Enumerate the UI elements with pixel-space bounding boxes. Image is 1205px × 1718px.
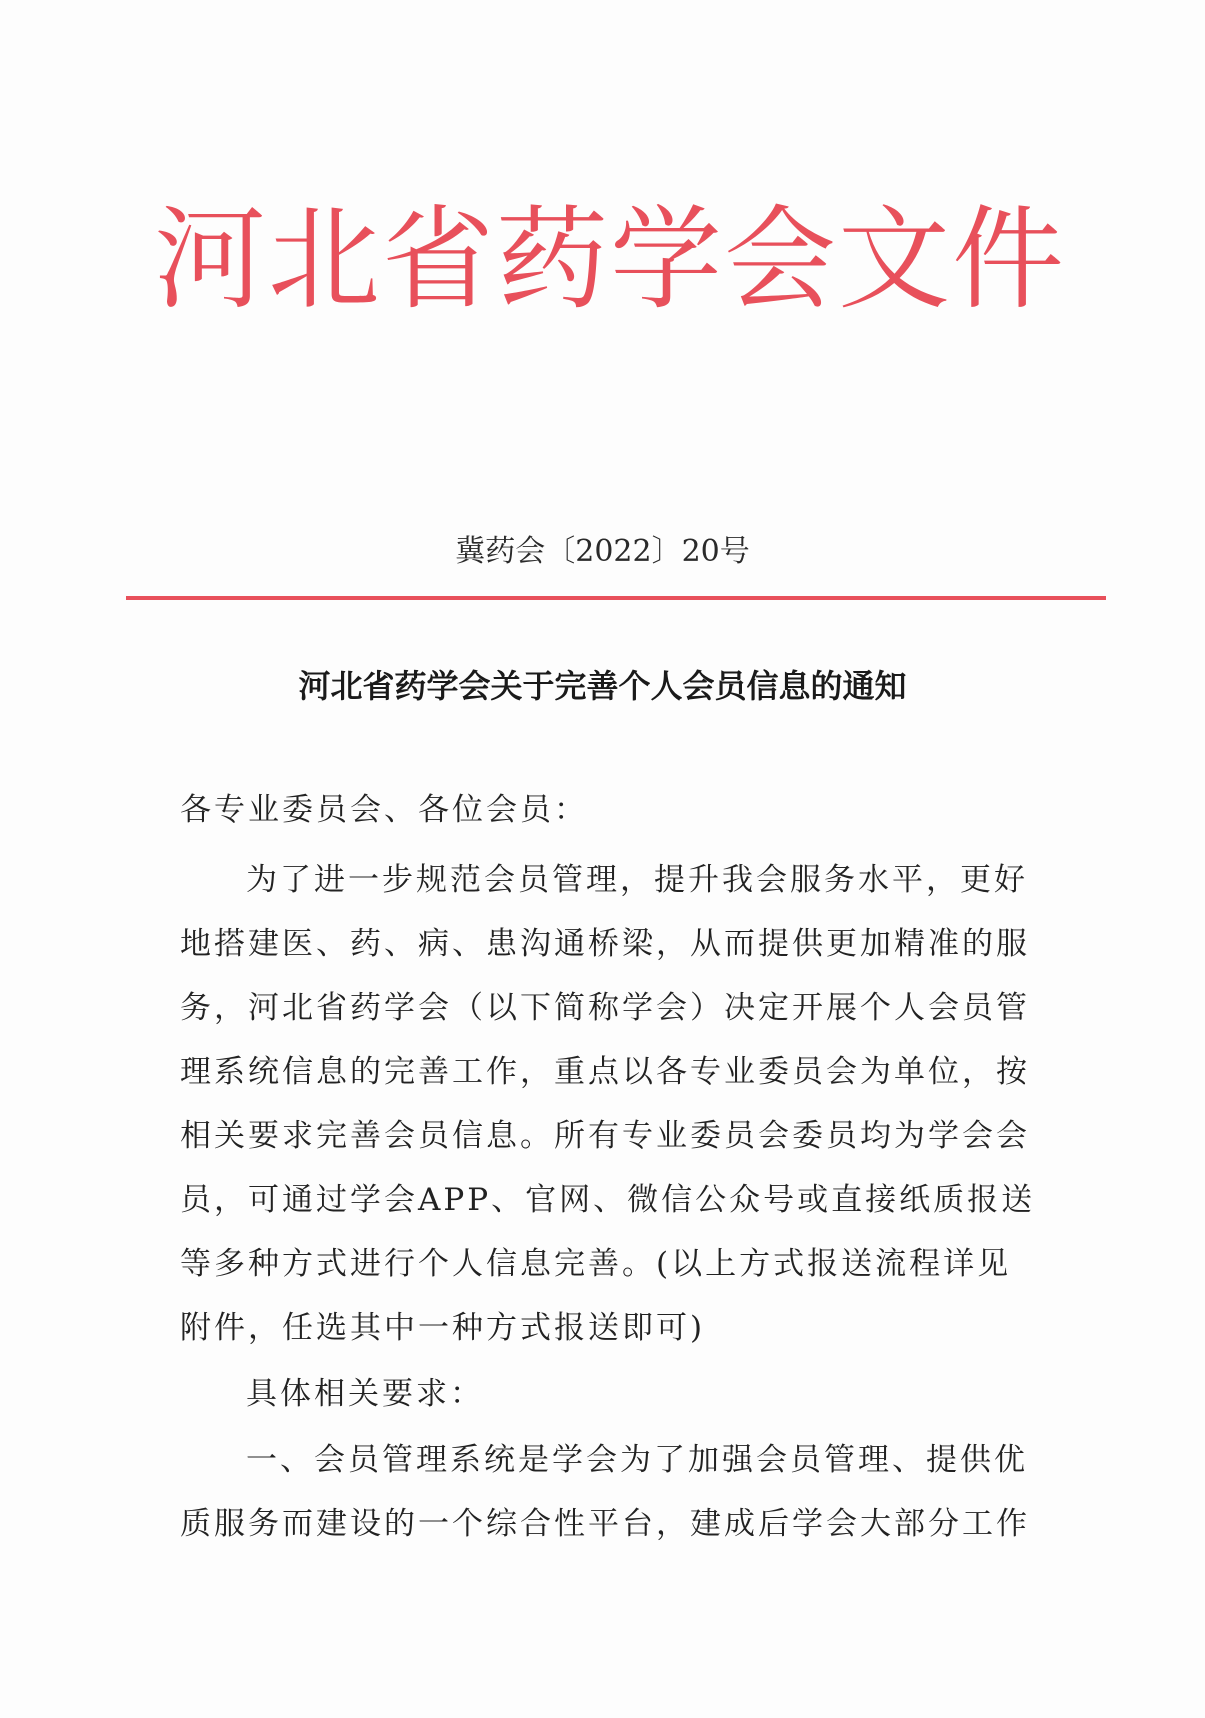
- red-divider-line: [126, 596, 1106, 600]
- masthead-title: 河北省药学会文件: [154, 195, 1066, 325]
- document-title: 河北省药学会关于完善个人会员信息的通知: [298, 667, 907, 705]
- body-paragraph-1: 为了进一步规范会员管理，提升我会服务水平，更好地搭建医、药、病、患沟通桥梁，从而提供更加精准的服务，河北省药学会（以下简称学会）决定开展个人会员管理系统信息的完善工作，重点以各专业委员会为单位，按相关要求完善会员信息。所有专业委员会委员均为学会会员，可通过学会APP、官网、微信公众号或直接纸质报送等多种方式进行个人信息完善。(以上方式报送流程详见附件，任选其中一种方式报送即可): [180, 862, 1036, 1346]
- document-number: 冀药会〔2022〕20号: [455, 534, 750, 569]
- body-paragraph-2: 一、会员管理系统是学会为了加强会员管理、提供优质服务而建设的一个综合性平台，建成后学会大部分工作: [180, 1442, 1030, 1542]
- requirements-heading: 具体相关要求：: [246, 1376, 484, 1412]
- salutation: 各专业委员会、各位会员：: [180, 792, 588, 828]
